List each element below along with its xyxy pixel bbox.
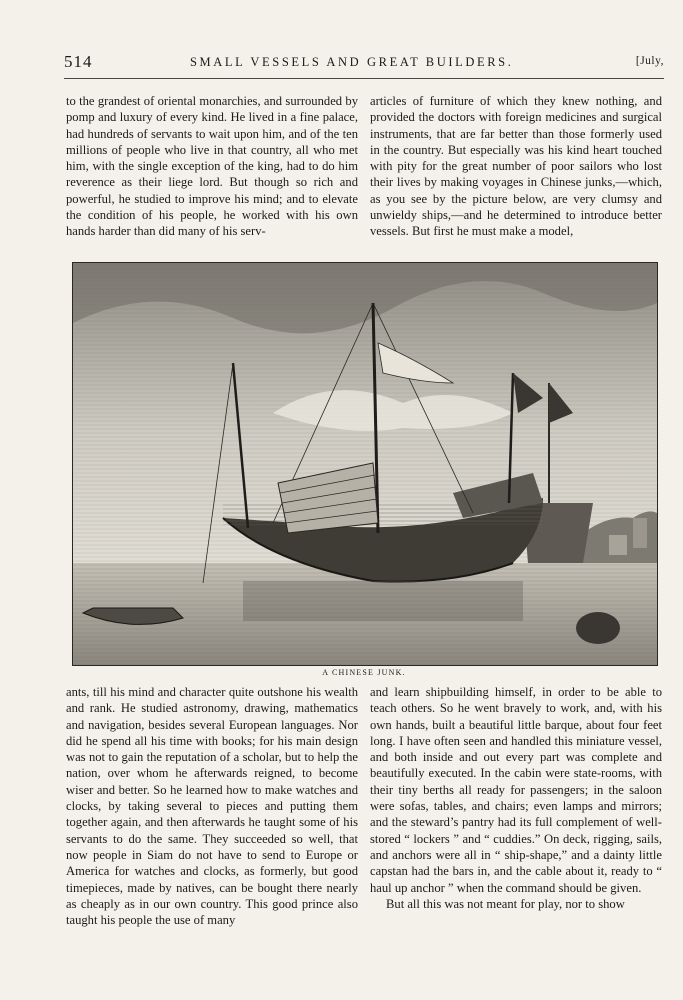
- engraving-chinese-junk: [72, 262, 658, 666]
- column-left-top: [66, 93, 358, 240]
- column-right-top: [370, 93, 662, 240]
- figure-caption: A CHINESE JUNK.: [322, 668, 406, 677]
- running-month: [July,: [635, 55, 664, 67]
- running-title: SMALL VESSELS AND GREAT BUILDERS.: [190, 55, 514, 69]
- paragraph: But all this was not meant for play, nor to show: [386, 896, 625, 911]
- junk-illustration: [73, 263, 657, 665]
- page-number: 514: [64, 52, 93, 71]
- paragraph: and learn shipbuilding himself, in order to be able to teach others. So he went bravely to work, and, with his own hands, built a beautiful little barque, about four feet long. I have often seen and handled this miniature vessel, and both inside and out every part was complete and beautifully executed. In the cabin were state-rooms, with their tiny berths all ready for passengers; in the saloon were sofas, tables, and chairs; even lamps and mirrors; and the steward’s pantry had its full complement of well-stored “ lockers ” and “ cuddies.” On deck, rigging, sails, and anchors were all in “ ship-shape,” and a dainty little capstan had the bars in, and the cable about it, ready to “ haul up anchor ” when the command should be given.: [370, 685, 662, 895]
- column-left-bottom: [66, 684, 358, 928]
- paragraph: to the grandest of oriental monarchies, and surrounded by pomp and luxury of every kind. He lived in a fine palace, had hundreds of servants to wait upon him, and of the ten millions of people who live in that country, all who met him, with the single exception of the king, had to do him reverence as their liege lord. But though so rich and powerful, he studied to improve his mind; and to elevate the condition of his people, he worked with his own hands harder than did many of his serv-: [66, 94, 358, 239]
- paragraph: articles of furniture of which they knew nothing, and provided the doctors with foreign medicines and surgical instruments, that are far better than those formerly used in the country. But especially was his kind heart touched with pity for the great number of poor sailors who lost their lives by making voyages in Chinese junks,—which, as you see by the picture below, are very clumsy and unwieldy ships,—and he determined to introduce better vessels. But first he must make a model,: [370, 94, 662, 239]
- paragraph: ants, till his mind and character quite outshone his wealth and rank. He studied astronomy, drawing, mathematics and navigation, besides several European languages. Nor did he spend all his time with books; for his main design was not to gain the reputation of a scholar, but to help the nation, over whom he afterwards reigned, to become wiser and better. So he learned how to make watches and clocks, by taking several to pieces and putting them together again, and then afterwards he taught some of his servants to do the same. They succeeded so well, that now people in Siam do not have to send to Europe or America for watches and clocks, as formerly, but good timepieces, made by natives, can be bought there nearly as cheaply as in our own country. This good prince also taught his people the use of many: [66, 685, 358, 928]
- column-right-bottom: [370, 684, 662, 912]
- running-header: [64, 52, 664, 74]
- header-rule: [64, 78, 664, 79]
